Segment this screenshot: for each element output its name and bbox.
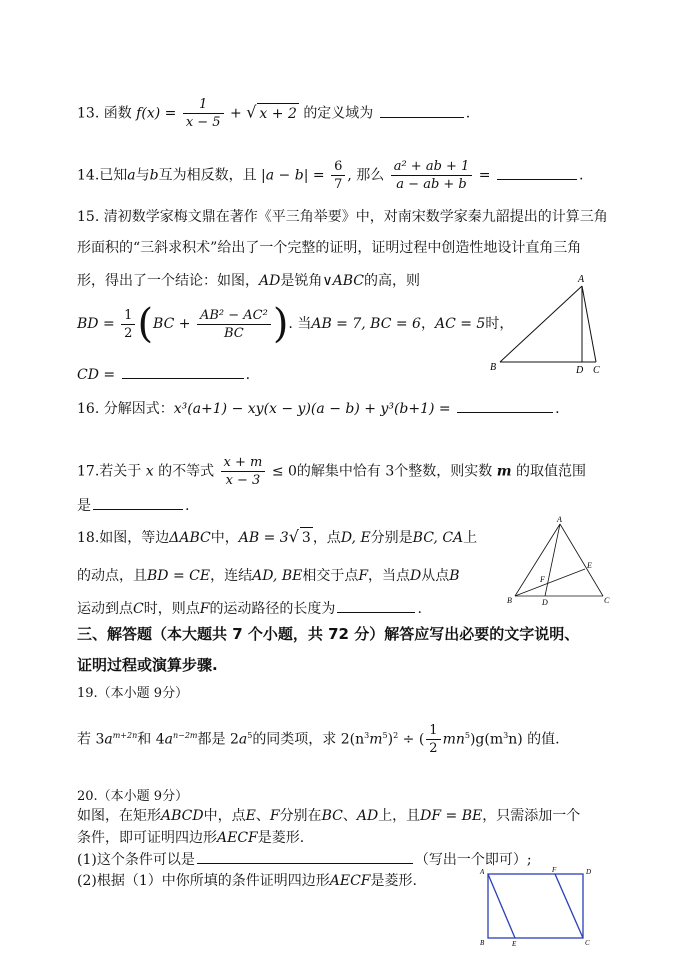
q17-fraction: $\frac{x + m}{x - 3}$: [221, 454, 266, 489]
question-20-title: 20.（本小题 9分）: [77, 789, 189, 804]
question-13: 13. 函数 f(x) = $\frac{1}{x - 5}$ + √ x + 2 的定义域为 .: [77, 97, 471, 130]
segment-ae: [488, 874, 515, 938]
label-b: B: [480, 939, 485, 947]
sqrt-sign: √: [246, 102, 257, 122]
question-18-line-3: 运动到点C时，则点F的运动路径的长度为 .: [77, 598, 422, 619]
q13-fraction: $\frac{1}{x - 5}$: [183, 96, 224, 131]
q13-radicand: x + 2: [257, 103, 298, 124]
question-17-line-1: 17.若关于 x 的不等式 $\frac{x + m}{x - 3}$ ≤ 0的解集中恰有 3个整数，则实数 m 的取值范围: [77, 455, 586, 488]
q20-rectangle-figure: [478, 866, 594, 948]
question-19-body: 若 $3a^{m+2n}$和 $4a^{n-2m}$都是 $2a^5$的同类项，求 $2(n^3m^5)^2$ ÷ ( $\frac{1}{2}$ $mn^5)g(m^3n)$ 的值.: [77, 723, 560, 757]
question-17-line-2: 是 .: [77, 495, 189, 516]
label-a: A: [480, 868, 485, 876]
label-d: D: [576, 365, 584, 376]
side-ac: [582, 286, 596, 362]
label-b: B: [490, 362, 497, 373]
question-14: 14.已知a与b互为相反数，且 |a − b| = $\frac{6}{7}$ , 那么 $\frac{\text{a² + ab + 1}}{a - ab + b}$ = .: [77, 159, 584, 192]
q18-triangle-figure: [505, 514, 617, 608]
q15-triangle-figure: [485, 270, 610, 378]
question-15-line-1: 15. 清初数学家梅文鼎在著作《平三角举要》中，对南宋数学家秦九韶提出的计算三角: [77, 209, 608, 225]
question-20-part-1: (1)这个条件可以是 （写出一个即可）;: [77, 849, 532, 870]
question-number: 14.: [77, 167, 100, 184]
q13-answer-blank[interactable]: [380, 103, 464, 118]
question-15-answer: CD = .: [77, 364, 250, 385]
side-ba: [500, 286, 582, 362]
q13-function: f(x) =: [136, 105, 177, 122]
label-c: C: [585, 939, 590, 947]
label-b: B: [507, 596, 512, 605]
q20-answer-blank[interactable]: [197, 849, 413, 864]
segment-ad: [545, 524, 560, 596]
label-c: C: [604, 596, 610, 605]
q16-answer-blank[interactable]: [457, 398, 553, 413]
label-a: A: [578, 274, 585, 285]
q17-answer-blank[interactable]: [93, 495, 183, 510]
q14-fraction-2: $\frac{\text{a² + ab + 1}}{a - ab + b}$: [391, 158, 473, 193]
label-a: A: [557, 515, 562, 524]
q15-answer-blank[interactable]: [122, 364, 244, 379]
question-19-title: 19.（本小题 9分）: [77, 686, 189, 701]
question-20-part-2: (2)根据（1）中你所填的条件证明四边形AECF是菱形.: [77, 873, 417, 889]
question-18-line-1: 18.如图，等边ΔABC中，AB = 3√ 3 ，点D, E分别是BC, CA上: [77, 527, 478, 546]
question-16: 16. 分解因式：x³(a+1) − xy(x − y)(a − b) + y³(b+1) = .: [77, 398, 560, 419]
question-20-line-2: 条件，即可证明四边形AECF是菱形.: [77, 830, 305, 846]
question-number: 13.: [77, 105, 100, 122]
q14-fraction-1: $\frac{6}{7}$: [331, 158, 345, 193]
q13-text: 函数: [103, 105, 132, 122]
q14-answer-blank[interactable]: [497, 165, 577, 180]
label-c: C: [593, 365, 600, 376]
question-18-line-2: 的动点，且BD = CE，连结AD, BE相交于点F，当点D从点B: [77, 568, 460, 584]
question-20-line-1: 如图，在矩形ABCD中，点E、F分别在BC、AD上，且DF = BE，只需添加一个: [77, 808, 581, 824]
segment-fc: [555, 874, 583, 938]
label-e: E: [587, 561, 592, 570]
q18-answer-blank[interactable]: [337, 598, 415, 613]
question-15-line-2: 形面积的“三斜求积术”给出了一个完整的证明，证明过程中创造性地设计直角三角: [77, 240, 582, 256]
label-d: D: [586, 868, 592, 876]
question-15-formula: BD = $\frac{1}{2}$ (BC + $\frac{\text{AB² − AC²}}{BC}$ ). 当AB = 7, BC = 6，AC = 5时，: [77, 301, 514, 347]
label-d: D: [542, 598, 548, 607]
label-f: F: [540, 575, 545, 584]
section-3-heading-line-2: 证明过程或演算步骤.: [77, 656, 218, 674]
question-15-line-3: 形，得出了一个结论：如图，AD是锐角∨ABC的高，则: [77, 273, 420, 289]
q15-fraction: $\frac{\text{AB² − AC²}}{BC}$: [197, 307, 271, 342]
label-e: E: [512, 940, 517, 948]
section-3-heading-line-1: 三、解答题（本大题共 7 个小题，共 72 分）解答应写出必要的文字说明、: [77, 625, 580, 643]
label-f: F: [552, 866, 557, 874]
